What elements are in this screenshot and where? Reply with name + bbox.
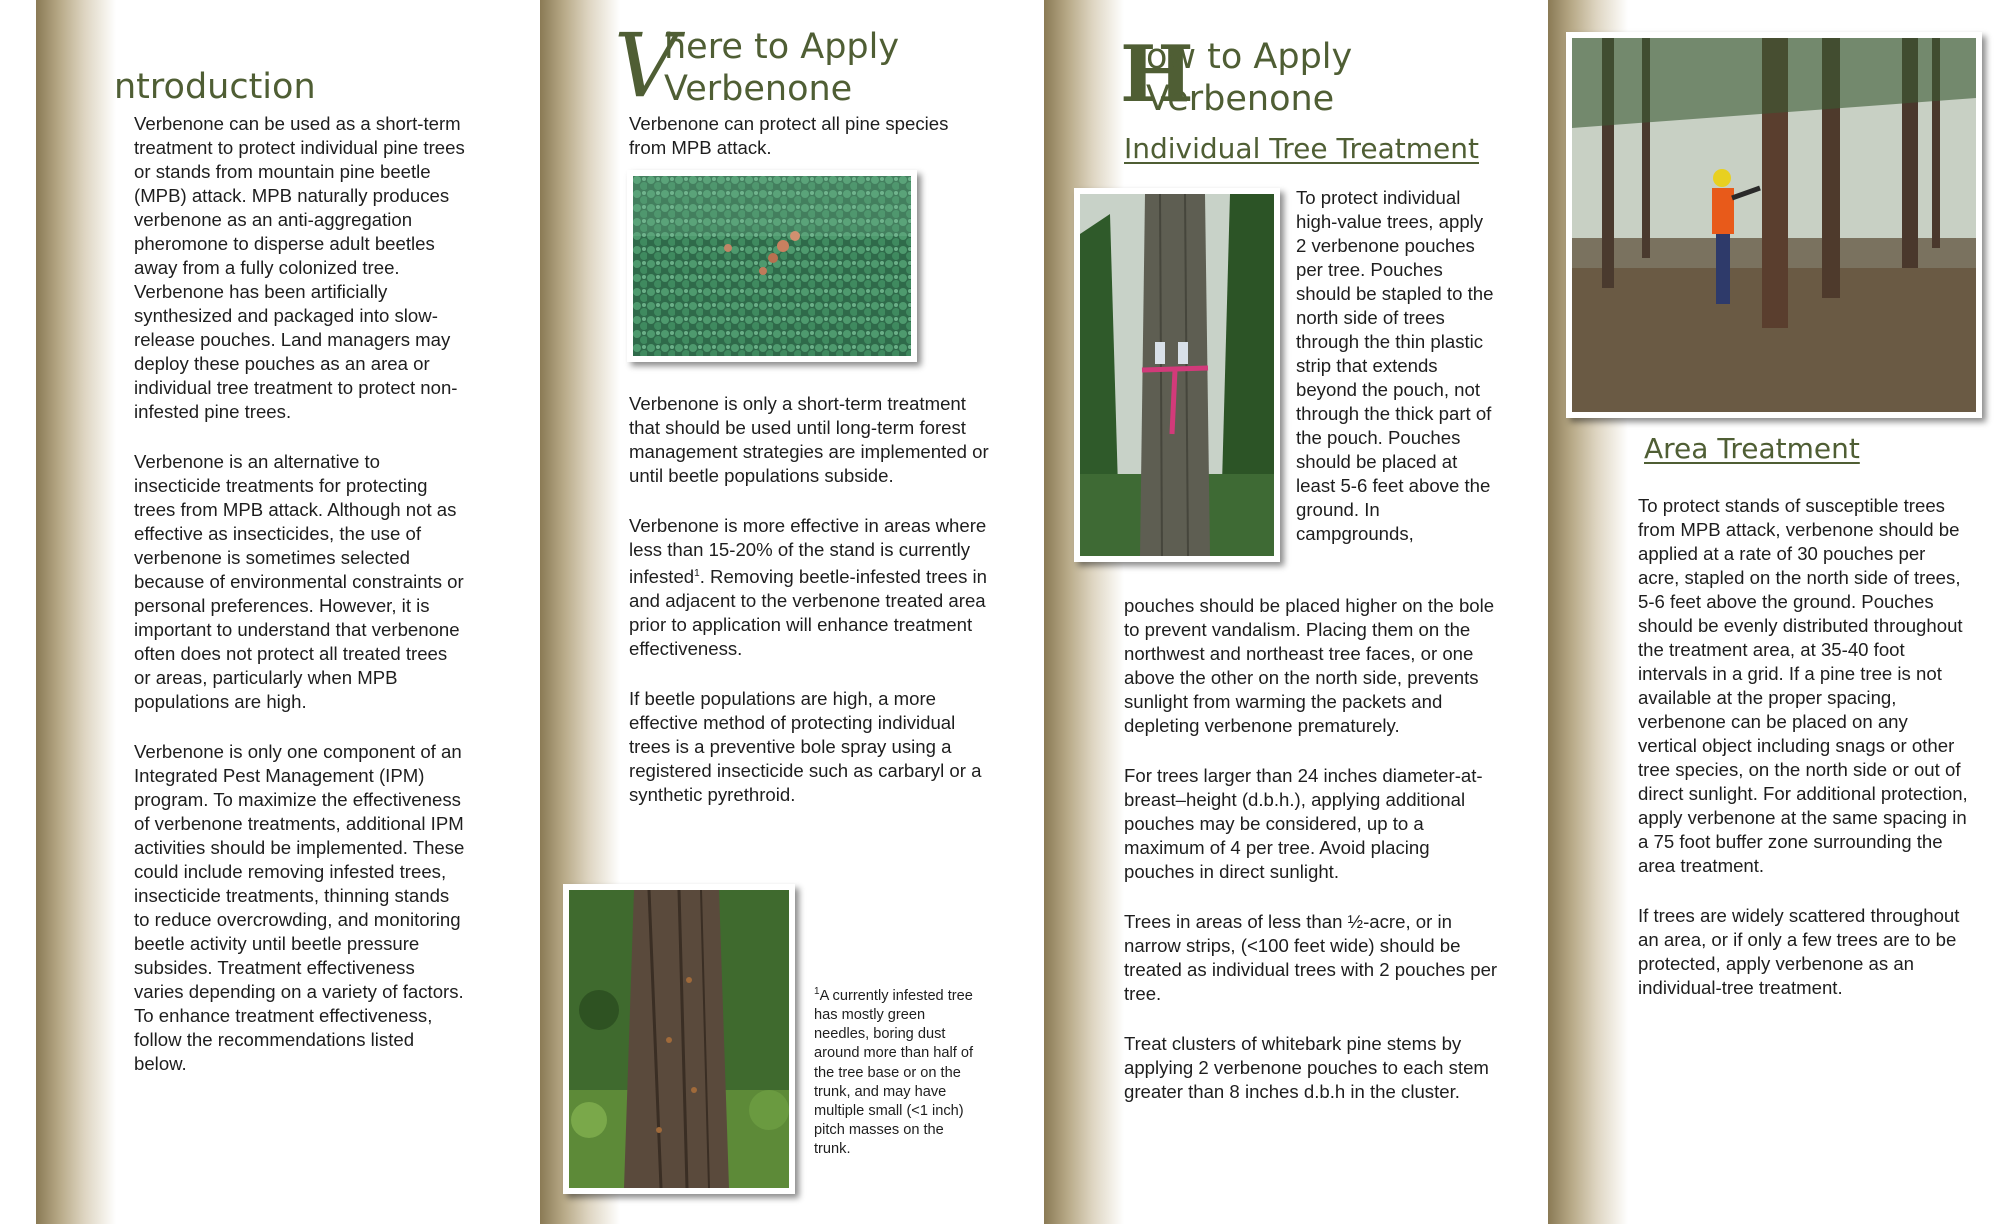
forest-canopy-image	[633, 176, 911, 356]
footnote-mark: 1	[814, 986, 820, 997]
panel-edge-1	[36, 0, 116, 1224]
area-treatment-heading: Area Treatment	[1644, 432, 1860, 465]
individual-tree-paragraph-3: Trees in areas of less than ½-acre, or in narrow strips, (<100 feet wide) should be treated as individual trees with 2 pouches per tree.	[1124, 911, 1498, 1004]
panel-edge-3	[1044, 0, 1124, 1224]
pouched-tree-image	[1080, 194, 1274, 556]
introduction-heading: ntroduction	[114, 67, 316, 107]
footnote-reference: 1	[694, 568, 700, 579]
forest-aerial-photo	[627, 170, 917, 362]
area-treatment-paragraph-1: To protect stands of susceptible trees from MPB attack, verbenone should be applied at a rate of 30 pouches per acre, stapled on the north side of trees, 5-6 feet above the ground. Pouches should be evenly distributed throughout the treatment area, at 35-40 foot intervals in a grid. If a pine tree is not available at the proper spacing, verbenone can be placed on any vertical object including snags or other tree species, on the north side or out of direct sunlight. For additional protection, apply verbenone at the same spacing in a 75 foot buffer zone surrounding the area treatment.	[1638, 495, 1968, 876]
individual-tree-wrap-text: To protect individual high-value trees, apply 2 verbenone pouches per tree. Pouches should be stapled to the north side of trees through the thin plastic strip that extends beyond the pouch, not through the thick part of the pouch. Pouches should be placed at least 5-6 feet above the ground. In campgrounds,	[1296, 187, 1494, 544]
individual-tree-paragraph-1: pouches should be placed higher on the bole to prevent vandalism. Placing them on the northwest and northeast tree faces, or one above the other on the north side, prevents sunlight from warming the packets and depleting verbenone prematurely.	[1124, 595, 1495, 736]
where-body	[629, 392, 989, 833]
tree-with-pouches-photo	[1074, 188, 1280, 562]
tree-trunk-image	[569, 890, 789, 1188]
worker-applying-pouch-photo	[1566, 32, 1982, 418]
individual-tree-treatment-heading: Individual Tree Treatment	[1124, 132, 1479, 165]
infested-tree-footnote	[814, 982, 976, 1160]
where-paragraph-2-rest: . Removing beetle-infested trees in and adjacent to the verbenone treated area prior to application will enhance treatment effectiveness.	[629, 566, 988, 660]
introduction-body	[134, 112, 466, 1102]
where-paragraph-2-text: Verbenone is more effective in areas where less than 15-20% of the stand is currently infested	[629, 515, 987, 588]
where-intro: Verbenone can protect all pine species from MPB attack.	[629, 113, 949, 158]
how-heading-initial: H	[1120, 29, 1194, 120]
area-treatment-paragraph-2: If trees are widely scattered throughout an area, or if only a few trees are to be protected, apply verbenone as an individual-tree treatment.	[1638, 905, 1960, 998]
where-paragraph-2	[629, 514, 989, 661]
how-heading-line-1: ow to Apply	[1146, 37, 1353, 77]
how-to-apply-heading	[1146, 36, 1352, 120]
where-paragraph-1: Verbenone is only a short-term treatment that should be used until long-term forest management strategies are implemented or until beetle populations subside.	[629, 393, 989, 486]
where-heading-line-2: Verbenone	[664, 69, 853, 109]
where-heading-initial: V	[614, 14, 678, 117]
where-paragraph-3: If beetle populations are high, a more effective method of protecting individual trees is a preventive bole spray using a registered insecticide such as carbaryl or a synthetic pyrethroid.	[629, 688, 982, 806]
forest-worker-image	[1572, 38, 1976, 412]
how-heading-line-2: Verbenone	[1146, 79, 1335, 119]
individual-tree-paragraph-4: Treat clusters of whitebark pine stems by applying 2 verbenone pouches to each stem greater than 8 inches d.b.h in the cluster.	[1124, 1033, 1489, 1102]
where-to-apply-heading	[664, 26, 899, 110]
intro-paragraph-1: Verbenone can be used as a short-term treatment to protect individual pine trees or stands from mountain pine beetle (MPB) attack. MPB naturally produces verbenone as an anti-aggregation pheromone to disperse adult beetles away from a fully colonized tree. Verbenone has been artificially synthesized and packaged into slow-release pouches. Land managers may deploy these pouches as an area or individual tree treatment to protect non-infested pine trees.	[134, 113, 465, 422]
intro-paragraph-2: Verbenone is an alternative to insecticide treatments for protecting trees from MPB attack. Although not as effective as insecticides, the use of verbenone is sometimes selected because of environmental constraints or personal preferences. However, it is important to understand that verbenone often does not protect all treated trees or areas, particularly when MPB populations are high.	[134, 451, 464, 712]
intro-paragraph-3: Verbenone is only one component of an Integrated Pest Management (IPM) program. To maximize the effectiveness of verbenone treatments, additional IPM activities should be implemented. These could include removing infested trees, insecticide treatments, thinning stands to reduce overcrowding, and monitoring beetle activity until beetle pressure subsides. Treatment effectiveness varies depending on a variety of factors. To enhance treatment effectiveness, follow the recommendations listed below.	[134, 741, 465, 1074]
infested-tree-trunk-photo	[563, 884, 795, 1194]
individual-tree-paragraph-2: For trees larger than 24 inches diameter-at-breast–height (d.b.h.), applying additional pouches may be considered, up to a maximum of 4 per tree. Avoid placing pouches in direct sunlight.	[1124, 765, 1483, 882]
where-heading-line-1: here to Apply	[664, 27, 900, 67]
footnote-text: A currently infested tree has mostly green needles, boring dust around more than half of the tree base or on the trunk, and may have multiple small (<1 inch) pitch masses on the trunk.	[814, 987, 974, 1158]
individual-tree-body	[1124, 594, 1504, 1130]
area-treatment-body	[1638, 494, 1968, 1026]
